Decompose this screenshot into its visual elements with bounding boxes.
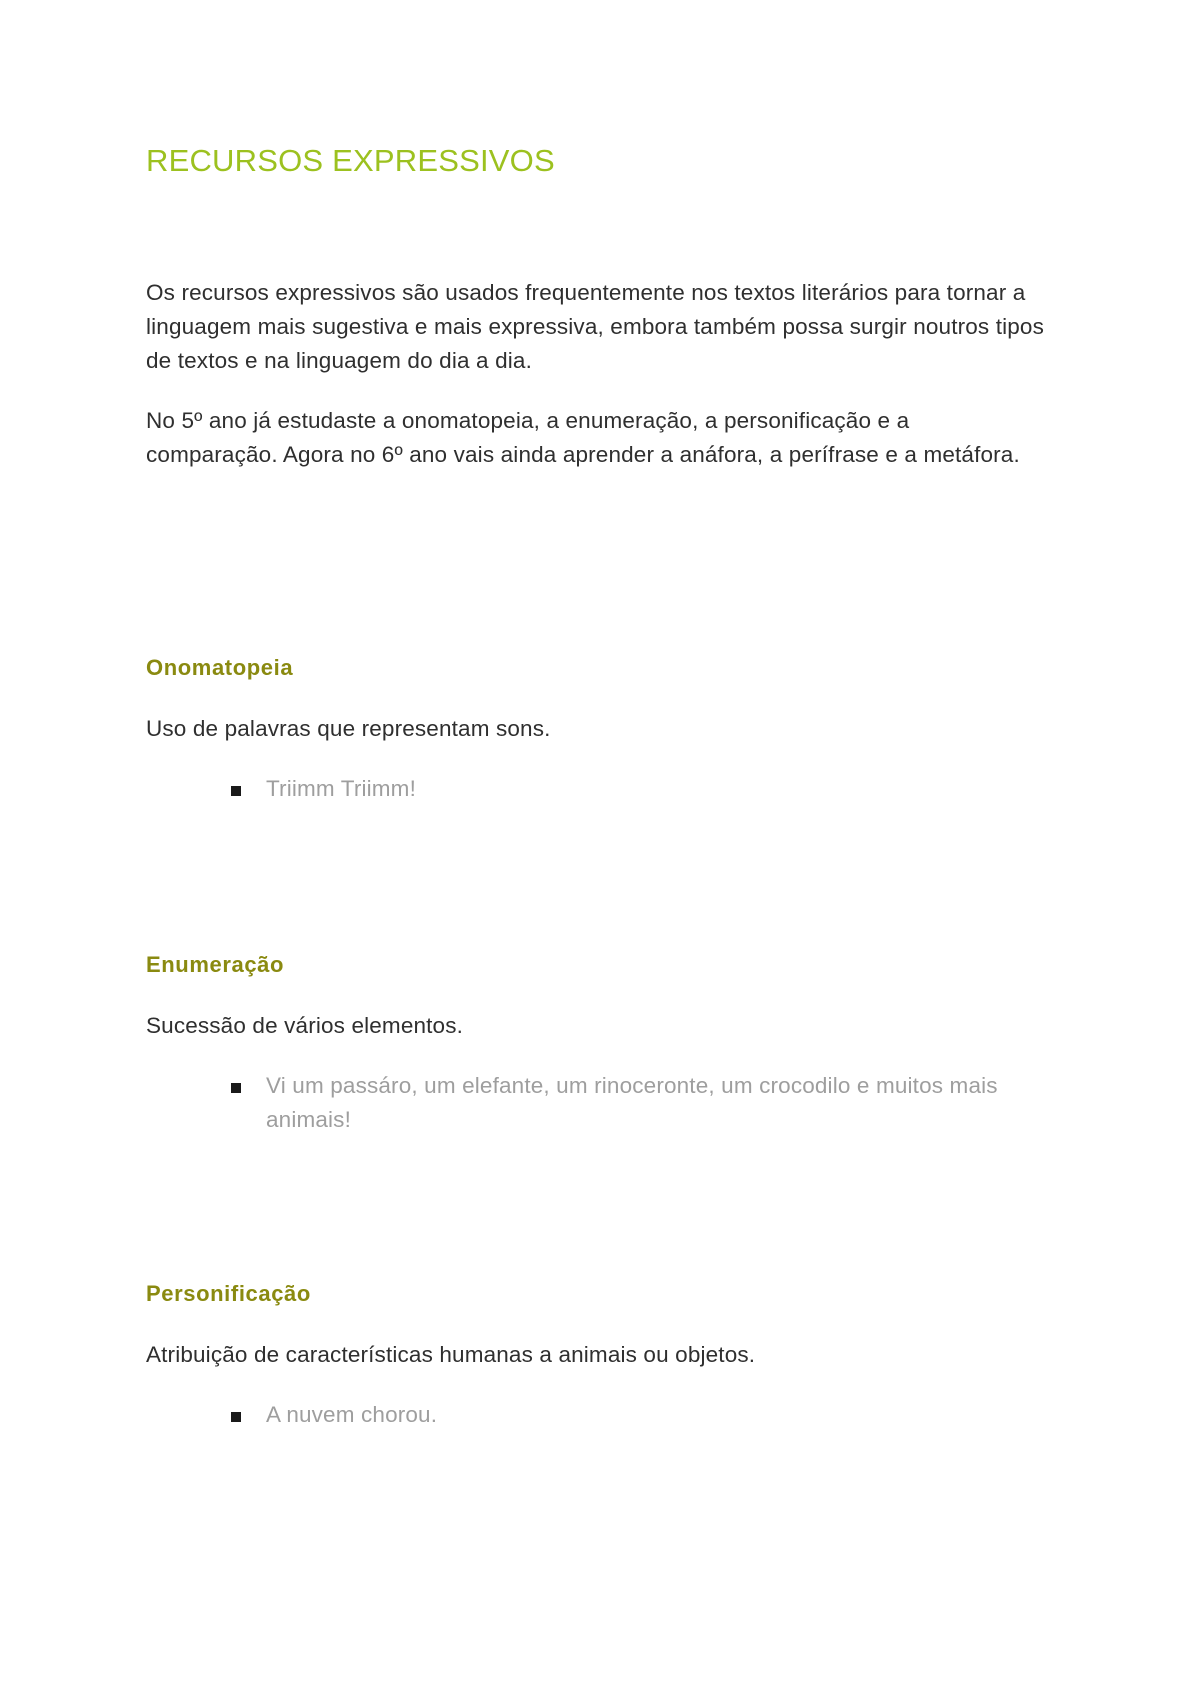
section-definition-personificacao: Atribuição de características humanas a animais ou objetos. [146,1342,756,1367]
square-bullet-icon [231,1412,241,1422]
section-definition-enumeracao: Sucessão de vários elementos. [146,1013,464,1038]
example-item [229,1398,1049,1432]
example-text: A nuvem chorou. [266,1402,438,1427]
square-bullet-icon [231,1083,241,1093]
example-text: Vi um passáro, um elefante, um rinoceronte, um crocodilo e muitos mais animais! [266,1073,998,1132]
section-heading-personificacao: Personificação [146,1281,311,1306]
example-text: Triimm Triimm! [266,776,416,801]
section-heading-onomatopeia: Onomatopeia [146,655,294,680]
context-paragraph: No 5º ano já estudaste a onomatopeia, a enumeração, a personificação e a comparação. Agora no 6º ano vais ainda aprender a anáfora, a perífrase e a metáfora. [146,408,1020,467]
example-list-onomatopeia [229,772,1049,806]
document-title: RECURSOS EXPRESSIVOS [146,143,555,178]
section-heading-enumeracao: Enumeração [146,952,285,977]
example-item [229,1069,1049,1137]
example-item [229,772,1049,806]
example-list-personificacao [229,1398,1049,1432]
section-definition-onomatopeia: Uso de palavras que representam sons. [146,716,551,741]
square-bullet-icon [231,786,241,796]
intro-paragraph: Os recursos expressivos são usados frequentemente nos textos literários para tornar a linguagem mais sugestiva e mais expressiva, embora também possa surgir noutros tipos de textos e na linguagem do dia a dia. [146,280,1044,373]
example-list-enumeracao [229,1069,1049,1137]
